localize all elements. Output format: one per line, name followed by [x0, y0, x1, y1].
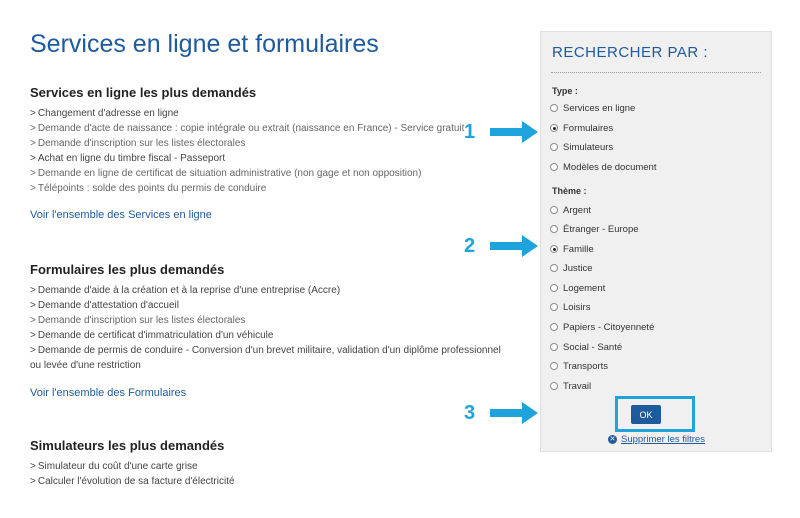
list-item[interactable]: > Demande en ligne de certificat de situation administrative (non gage et non opposition) — [30, 168, 422, 179]
radio-button[interactable] — [550, 382, 558, 390]
radio-button[interactable] — [550, 163, 558, 171]
arrow-right-icon — [488, 119, 540, 145]
theme-option-papiers-citoyennete[interactable]: Papiers - Citoyenneté — [550, 320, 654, 334]
radio-button[interactable] — [550, 343, 558, 351]
list-item[interactable]: > Demande d'acte de naissance : copie intégrale ou extrait (naissance en France) - Service gratuit — [30, 123, 465, 134]
reset-filters-link[interactable]: ✕ Supprimer les filtres — [609, 434, 705, 445]
radio-button[interactable] — [550, 104, 558, 112]
section-formulaires — [30, 262, 510, 373]
search-filter-panel — [540, 31, 772, 452]
theme-option-logement[interactable]: Logement — [550, 281, 605, 295]
list-item[interactable]: > Changement d'adresse en ligne — [30, 108, 179, 119]
list-item[interactable]: > Demande de certificat d'immatriculation d'un véhicule — [30, 330, 274, 341]
list-item[interactable]: > Demande d'inscription sur les listes électorales — [30, 138, 246, 149]
arrow-right-icon — [488, 400, 540, 426]
divider — [551, 72, 761, 73]
theme-option-justice[interactable]: Justice — [550, 261, 593, 275]
services-list — [30, 106, 510, 196]
simulateurs-list — [30, 459, 510, 489]
radio-button[interactable] — [550, 225, 558, 233]
section-services — [30, 85, 510, 196]
radio-button-checked[interactable] — [550, 124, 558, 132]
radio-button[interactable] — [550, 323, 558, 331]
page-title: Services en ligne et formulaires — [30, 30, 379, 58]
list-item[interactable]: > Calculer l'évolution de sa facture d'électricité — [30, 476, 235, 487]
list-item[interactable]: > Achat en ligne du timbre fiscal - Passeport — [30, 153, 226, 164]
theme-label: Thème : — [552, 186, 587, 196]
type-label: Type : — [552, 86, 578, 96]
type-option-formulaires[interactable]: Formulaires — [550, 121, 613, 135]
radio-button[interactable] — [550, 264, 558, 272]
list-item[interactable]: > Demande d'attestation d'accueil — [30, 300, 179, 311]
formulaires-list — [30, 283, 510, 373]
radio-button[interactable] — [550, 143, 558, 151]
ok-button[interactable]: OK — [631, 405, 661, 424]
list-item[interactable]: > Demande d'inscription sur les listes électorales — [30, 315, 246, 326]
theme-option-etranger-europe[interactable]: Étranger - Europe — [550, 222, 639, 236]
theme-option-travail[interactable]: Travail — [550, 379, 591, 393]
section-heading: Services en ligne les plus demandés — [30, 85, 257, 100]
arrow-right-icon — [488, 233, 540, 259]
type-option-simulateurs[interactable]: Simulateurs — [550, 140, 613, 154]
radio-button-checked[interactable] — [550, 245, 558, 253]
radio-button[interactable] — [550, 284, 558, 292]
radio-button[interactable] — [550, 362, 558, 370]
see-all-formulaires-link[interactable]: Voir l'ensemble des Formulaires — [30, 387, 187, 399]
type-option-services-en-ligne[interactable]: Services en ligne — [550, 101, 635, 115]
list-item[interactable]: > Demande d'aide à la création et à la reprise d'une entreprise (Accre) — [30, 285, 341, 296]
theme-option-famille[interactable]: Famille — [550, 242, 594, 256]
sidebar-title: RECHERCHER PAR : — [552, 44, 709, 61]
theme-option-transports[interactable]: Transports — [550, 359, 608, 373]
step-marker-1: 1 — [464, 119, 540, 145]
list-item[interactable]: > Demande de permis de conduire - Conversion d'un brevet militaire, validation d'un diplôme professionnel ou levée d'une restriction — [30, 345, 501, 371]
section-heading: Simulateurs les plus demandés — [30, 438, 225, 453]
radio-button[interactable] — [550, 303, 558, 311]
theme-option-loisirs[interactable]: Loisirs — [550, 300, 590, 314]
section-heading: Formulaires les plus demandés — [30, 262, 225, 277]
list-item[interactable]: > Télépoints : solde des points du permis de conduire — [30, 183, 267, 194]
step-marker-3: 3 — [464, 400, 540, 426]
see-all-services-link[interactable]: Voir l'ensemble des Services en ligne — [30, 209, 212, 221]
theme-option-social-sante[interactable]: Social - Santé — [550, 340, 622, 354]
section-simulateurs — [30, 438, 510, 489]
theme-option-argent[interactable]: Argent — [550, 203, 591, 217]
type-option-modeles-de-document[interactable]: Modèles de document — [550, 160, 656, 174]
ok-highlight-frame — [615, 396, 695, 432]
radio-button[interactable] — [550, 206, 558, 214]
step-marker-2: 2 — [464, 233, 540, 259]
list-item[interactable]: > Simulateur du coût d'une carte grise — [30, 461, 198, 472]
x-circle-icon: ✕ — [609, 436, 616, 443]
